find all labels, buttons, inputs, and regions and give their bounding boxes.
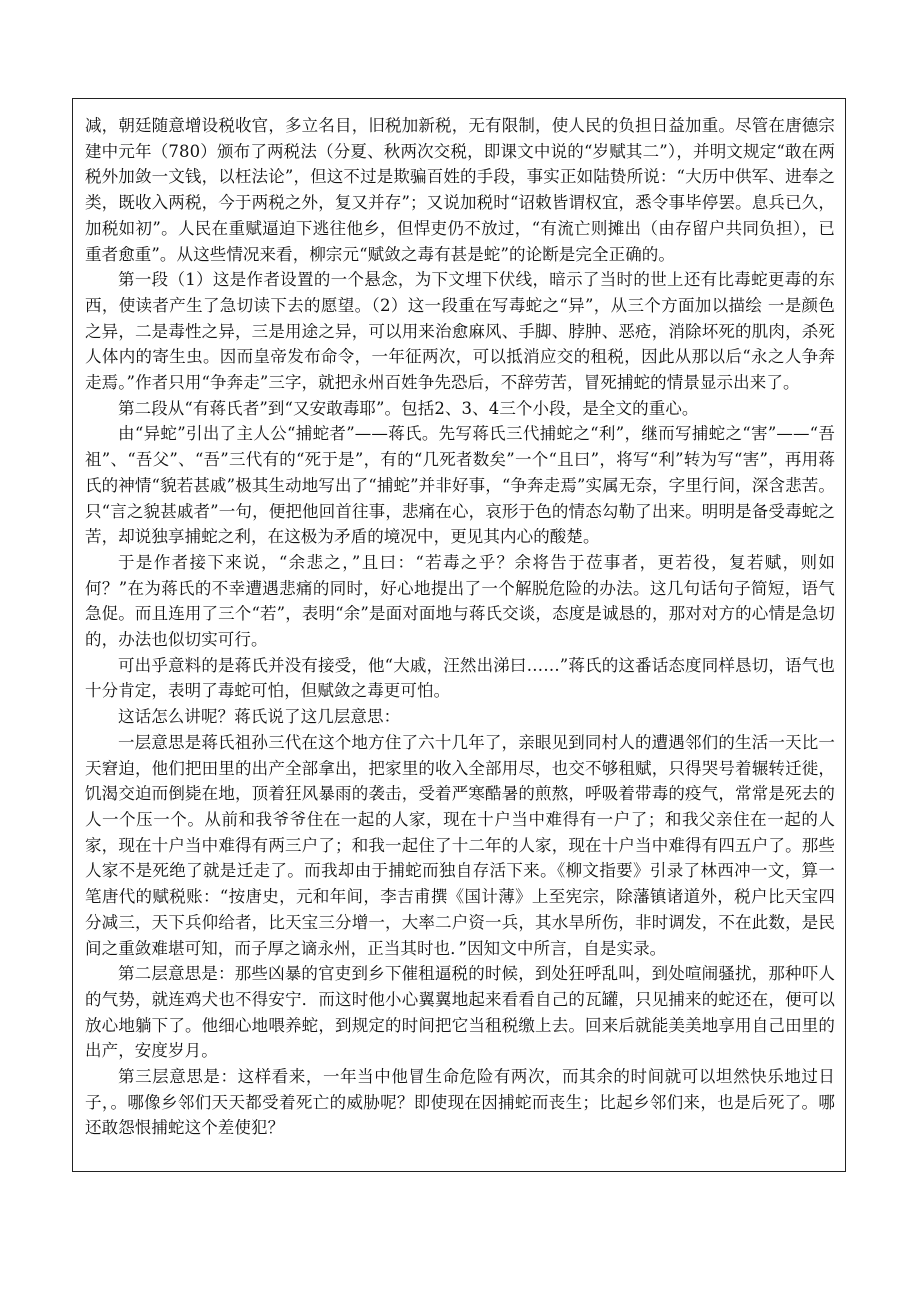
paragraph-section-one: 第一段（1）这是作者设置的一个悬念，为下文埋下伏线，暗示了当时的世上还有比毒蛇更毒的东西，使读者产生了急切读下去的愿望。（2）这一段重在写毒蛇之“异”，从三个方面加以描绘 一是颜色之异，二是毒性之异，三是用途之异，可以用来治愈麻风、手脚、脖肿、恶疮，消除坏死的肌肉，杀死人体内的寄生虫。因而皇帝发布命令，一年征两次，可以抵消应交的租税，因此从那以后“永之人争奔走焉。”作者只用“争奔走”三字，就把永州百姓争先恐后，不辞劳苦，冒死捕蛇的情景显示出来了。	[85, 270, 835, 393]
paragraph-snake-catcher: 由“异蛇”引出了主人公“捕蛇者”——蒋氏。先写蒋氏三代捕蛇之“利”，继而写捕蛇之“害”——“吾祖”、“吾父”、“吾”三代有的“死于是”，有的“几死者数矣”一个“且曰”，将写“利”转为写“害”，再用蒋氏的神情“貌若甚戚”极其生动地写出了“捕蛇”并非好事，“争奔走焉”实属无奈，字里行间，深含悲苦。只“言之貌甚戚者”一句，便把他回首往事，悲痛在心，哀形于色的情态勾勒了出来。明明是备受毒蛇之苦，却说独享捕蛇之利，在这极为矛盾的境况中，更见其内心的酸楚。	[85, 424, 835, 547]
paragraph-third-layer: 第三层意思是：这样看来，一年当中他冒生命危险有两次，而其余的时间就可以坦然快乐地过日子，。哪像乡邻们天天都受着死亡的威胁呢？即使现在因捕蛇而丧生；比起乡邻们来，也是后死了。哪还敢怨恨捕蛇这个差使犯？	[85, 1067, 835, 1138]
paragraph-tax-history: 减，朝廷随意增设税收官，多立名目，旧税加新税，无有限制，使人民的负担日益加重。尽管在唐德宗建中元年（780）颁布了两税法（分夏、秋两次交税，即课文中说的“岁赋其二”），并明文规定“敢在两税外加敛一文钱，以枉法论”，但这不过是欺骗百姓的手段，事实正如陆贽所说：“大历中供军、进奉之类，既收入两税，今于两税之外，复又并存”；又说加税时“诏敕皆谓权宜，悉令事毕停罢。息兵已久，加税如初”。人民在重赋逼迫下逃往他乡，但悍吏仍不放过，“有流亡则摊出（由存留户共同负担），已重者愈重”。从这些情况来看，柳宗元“赋敛之毒有甚是蛇”的论断是完全正确的。	[85, 116, 835, 264]
document-frame	[72, 98, 846, 1172]
paragraph-second-layer: 第二层意思是：那些凶暴的官吏到乡下催租逼税的时候，到处狂呼乱叫，到处喧闹骚扰，那种吓人的气势，就连鸡犬也不得安宁．而这时他小心翼翼地起来看看自己的瓦罐，只见捕来的蛇还在，便可以放心地躺下了。他细心地喂养蛇，到规定的时间把它当租税缴上去。回来后就能美美地享用自己田里的出产，安度岁月。	[85, 964, 835, 1061]
paragraph-jiang-reply: 可出乎意料的是蒋氏并没有接受，他“大戚，汪然出涕曰……”蒋氏的这番话态度同样恳切，语气也十分肯定，表明了毒蛇可怕，但赋敛之毒更可怕。	[85, 655, 835, 701]
paragraph-question: 这话怎么讲呢？蒋氏说了这几层意思：	[118, 707, 401, 727]
paragraph-first-layer: 一层意思是蒋氏祖孙三代在这个地方住了六十几年了，亲眼见到同村人的遭遇邻们的生活一天比一天窘迫，他们把田里的出产全部拿出，把家里的收入全部用尽，也交不够租赋，只得哭号着辗转迁徙，饥渴交迫而倒毙在地，顶着狂风暴雨的袭击，受着严寒酷暑的煎熬，呼吸着带毒的疫气，常常是死去的人一个压一个。从前和我爷爷住在一起的人家，现在十户当中难得有一户了；和我父亲住在一起的人家，现在十户当中难得有两三户了；和我一起住了十二年的人家，现在十户当中难得有四五户了。那些人家不是死绝了就是迁走了。而我却由于捕蛇而独自存活下来。《柳文指要》引录了林西冲一文，算一笔唐代的赋税账：“按唐史，元和年间，李吉甫撰《国计薄》上至宪宗，除藩镇诸道外，税户比天宝四分减三，天下兵仰给者，比天宝三分增一，大率二户资一兵，其水旱所伤，非时调发，不在此数，是民间之重敛难堪可知，而子厚之谪永州，正当其时也．”因知文中所言，自是实录。	[85, 732, 835, 958]
paragraph-section-two-intro: 第二段从“有蒋氏者”到“又安敢毒耶”。包括2、3、4三个小段，是全文的重心。	[118, 398, 699, 418]
paragraph-author-response: 于是作者接下来说，“余悲之，”且曰：“若毒之乎？余将告于莅事者，更若役，复若赋，则如何？”在为蒋氏的不幸遭遇悲痛的同时，好心地提出了一个解脱危险的办法。这几句话句子简短，语气急促。而且连用了三个“若”，表明“余”是面对面地与蒋氏交谈，态度是诚恳的，那对对方的心情是急切的，办法也似切实可行。	[85, 552, 835, 650]
